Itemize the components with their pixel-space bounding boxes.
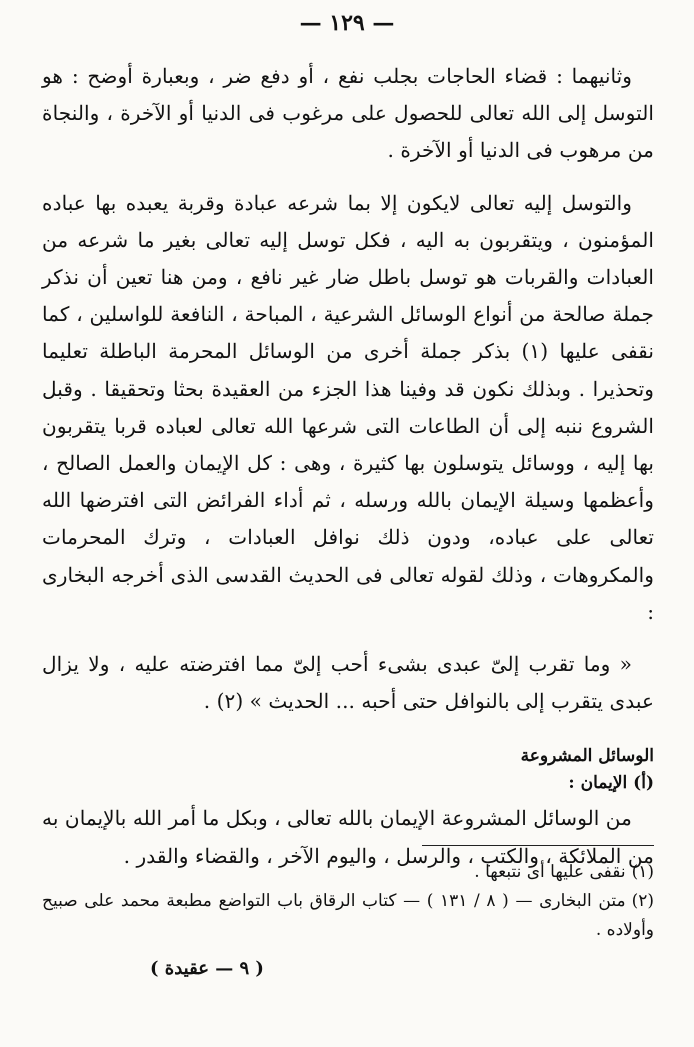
paragraph-4: من الوسائل المشروعة الإيمان بالله تعالى ، وبكل ما أمر الله بالإيمان به من الملائكة ، والكتب ، والرسل ، واليوم الآخر ، والقضاء والقدر . (42, 806, 654, 868)
footnote-2-number: (٢) (631, 891, 654, 911)
main-text (42, 58, 654, 875)
footnote-divider (422, 845, 654, 846)
footnote-2 (42, 887, 654, 945)
paragraph-1: وثانيهما : قضاء الحاجات بجلب نفع ، أو دفع ضر ، وبعبارة أوضح : هو التوسل إلى الله تعالى للحصول على مرغوب فى الدنيا أو الآخرة ، والنجاة من مرهوب فى الدنيا أو الآخرة . (42, 64, 654, 163)
footnotes (42, 858, 654, 945)
footnote-2-text: متن البخارى — ( ٨ / ١٣١ ) — كتاب الرقاق باب التواضع مطبعة محمد على صبيح وأولاده . (42, 891, 654, 940)
hadith-quote: « وما تقرب إلىّ عبدى بشىء أحب إلىّ مما افترضته عليه ، ولا يزال عبدى يتقرب إلى بالنوافل حتى أحبه ... الحديث » (٢) . (42, 652, 654, 714)
section-heading: الوسائل المشروعة (520, 746, 654, 767)
footnote-1-number: (١) (631, 862, 654, 882)
signature-mark: ( ٩ — عقيدة ) (150, 958, 264, 979)
subsection-heading: (أ) الإيمان : (568, 773, 654, 794)
paragraph-2: والتوسل إليه تعالى لايكون إلا بما شرعه عبادة وقربة يعبده بها عباده المؤمنون ، ويتقربون به اليه ، فكل توسل إليه تعالى بغير ما شرعه من العبادات والقربات هو توسل باطل ضار غير نافع ، ومن هنا تعين أن نذكر جملة صالحة من أنواع الوسائل الشرعية ، المباحة ، النافعة للواسلين ، كما نقفى عليها (١) بذكر جملة أخرى من الوسائل المحرمة الباطلة تعليما وتحذيرا . وبذلك نكون قد وفينا هذا الجزء من العقيدة بحثا وتحقيقا . وقبل الشروع ننبه إلى أن الطاعات التى شرعها الله تعالى لعباده قربا يتقربون بها إليه ، ووسائل يتوسلون بها كثيرة ، وهى : كل الإيمان والعمل الصالح ، وأعظمها وسيلة الإيمان بالله ورسله ، ثم أداء الفرائض التى افترضها الله تعالى على عباده، ودون ذلك نوافل العبادات ، وترك المحرمات والمكروهات ، وذلك لقوله تعالى فى الحديث القدسى الذى أخرجه البخارى : (42, 190, 654, 624)
footnote-1 (42, 858, 654, 887)
page-number: — ١٢٩ — (299, 10, 395, 36)
footnote-1-text: نقفى عليها أى نتبعها . (474, 862, 626, 882)
